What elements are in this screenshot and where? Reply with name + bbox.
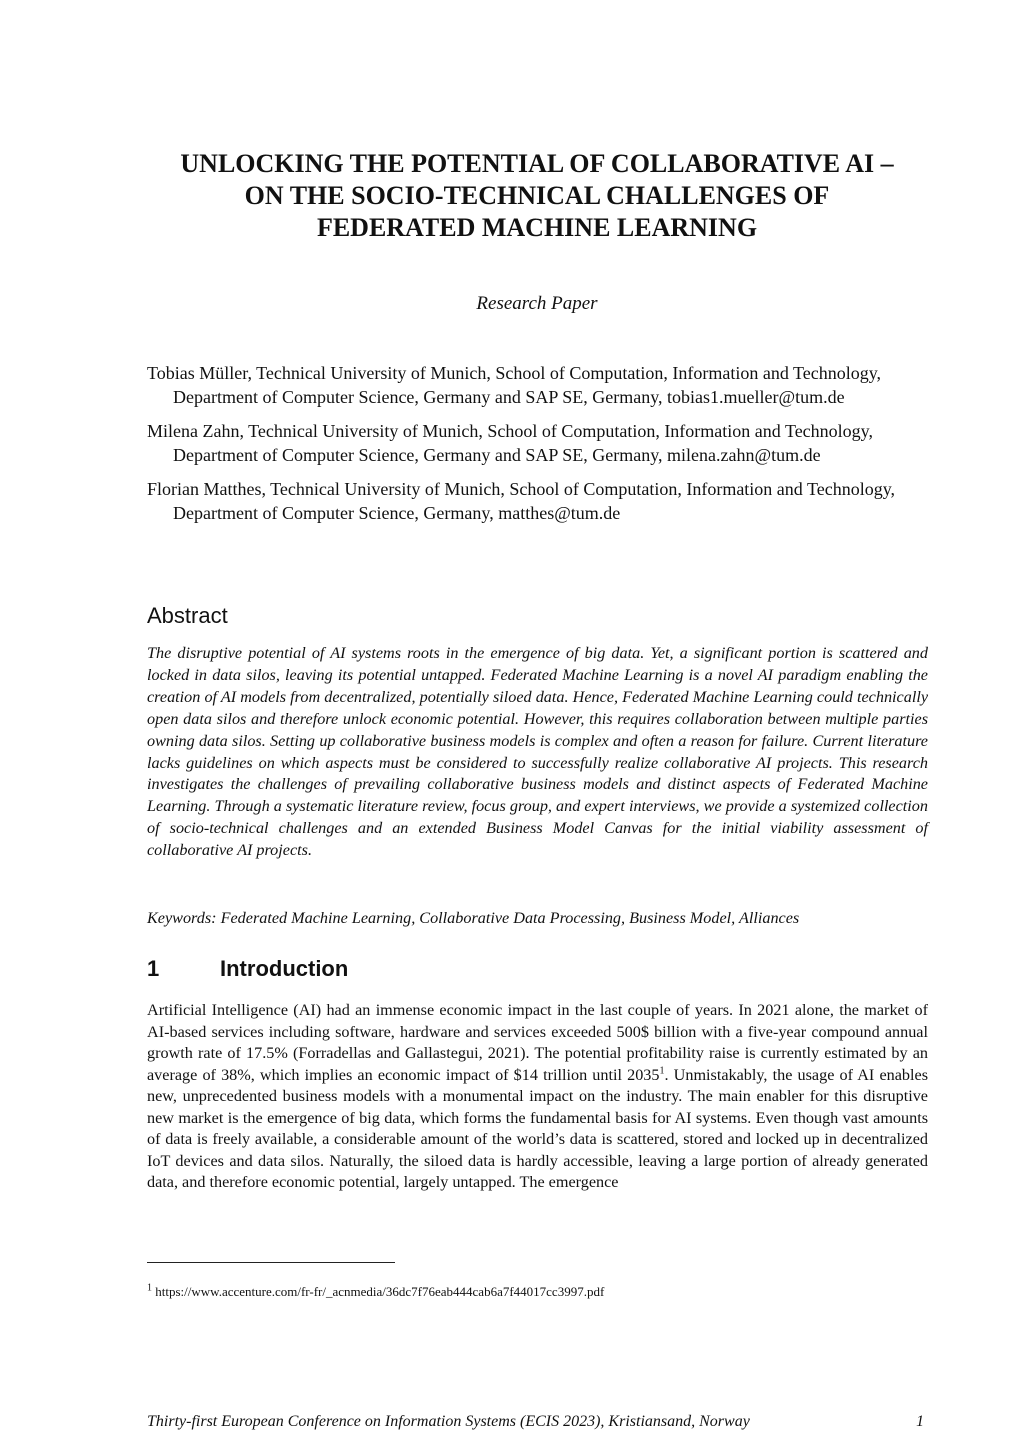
paper-title <box>120 148 954 244</box>
section-heading <box>147 956 348 982</box>
footnote-reference: 1 <box>659 1065 665 1077</box>
author-entry: Florian Matthes, Technical University of Munich, School of Computation, Information and Technology, Department of Computer Science, Germany, matthes@tum.de <box>147 479 896 523</box>
title-line-1: UNLOCKING THE POTENTIAL OF COLLABORATIVE AI – <box>180 149 894 178</box>
section-title: Introduction <box>220 956 349 981</box>
introduction-paragraph <box>147 1000 928 1194</box>
title-line-2: ON THE SOCIO-TECHNICAL CHALLENGES OF <box>244 181 830 210</box>
title-line-3: FEDERATED MACHINE LEARNING <box>316 213 758 242</box>
author-entry: Tobias Müller, Technical University of Munich, School of Computation, Information and Technology, Department of Computer Science, Germany and SAP SE, Germany, tobias1.mueller@tum.de <box>147 363 882 407</box>
section-number: 1 <box>147 956 160 981</box>
author-list <box>147 362 907 536</box>
keywords: Keywords: Federated Machine Learning, Collaborative Data Processing, Business Model, Alliances <box>147 909 800 927</box>
page-number: 1 <box>916 1413 924 1430</box>
paper-type: Research Paper <box>476 293 598 314</box>
footnote-divider <box>147 1262 395 1263</box>
footer-conference: Thirty-first European Conference on Information Systems (ECIS 2023), Kristiansand, Norway <box>147 1413 750 1430</box>
footnote-marker: 1 <box>147 1282 152 1294</box>
abstract-text: The disruptive potential of AI systems roots in the emergence of big data. Yet, a significant portion is scattered and locked in data silos, leaving its potential untapped. Federated Machine Learning is a novel AI paradigm enabling the creation of AI models from decentralized, potentially siloed data. Hence, Federated Machine Learning could technically open data silos and therefore unlock economic potential. However, this requires collaboration between multiple parties owning data silos. Setting up collaborative business models is complex and often a reason for failure. Current literature lacks guidelines on which aspects must be considered to successfully realize collaborative AI projects. This research investigates the challenges of prevailing collaborative business models and distinct aspects of Federated Machine Learning. Through a systematic literature review, focus group, and expert interviews, we provide a systemized collection of socio-technical challenges and an extended Business Model Canvas for the initial viability assessment of collaborative AI projects. <box>147 644 928 860</box>
intro-text-part2: . Unmistakably, the usage of AI enables new, unprecedented business models with a monumental impact on the industry. The main enabler for this disruptive new market is the emergence of big data, which forms the fundamental basis for AI systems. Even though vast amounts of data is freely available, a considerable amount of the world’s data is scattered, stored and locked up in decentralized IoT devices and data silos. Naturally, the siloed data is hardly accessible, leaving a large portion of already generated data, and therefore economic potential, largely untapped. The emergence <box>147 1065 928 1191</box>
footnote-url: https://www.accenture.com/fr-fr/_acnmedia/36dc7f76eab444cab6a7f44017cc3997.pdf <box>152 1284 605 1299</box>
abstract-heading: Abstract <box>147 603 228 628</box>
intro-text-part1: Artificial Intelligence (AI) had an immense economic impact in the last couple of years. In 2021 alone, the market of AI-based services including software, hardware and services exceeded 500$ billion with a five-year compound annual growth rate of 17.5% (Forradellas and Gallastegui, 2021). The potential profitability raise is currently estimated by an average of 38%, which implies an economic impact of $14 trillion until 2035 <box>147 1001 928 1084</box>
footnote <box>147 1284 928 1300</box>
author-entry: Milena Zahn, Technical University of Munich, School of Computation, Information and Technology, Department of Computer Science, Germany and SAP SE, Germany, milena.zahn@tum.de <box>147 421 874 465</box>
